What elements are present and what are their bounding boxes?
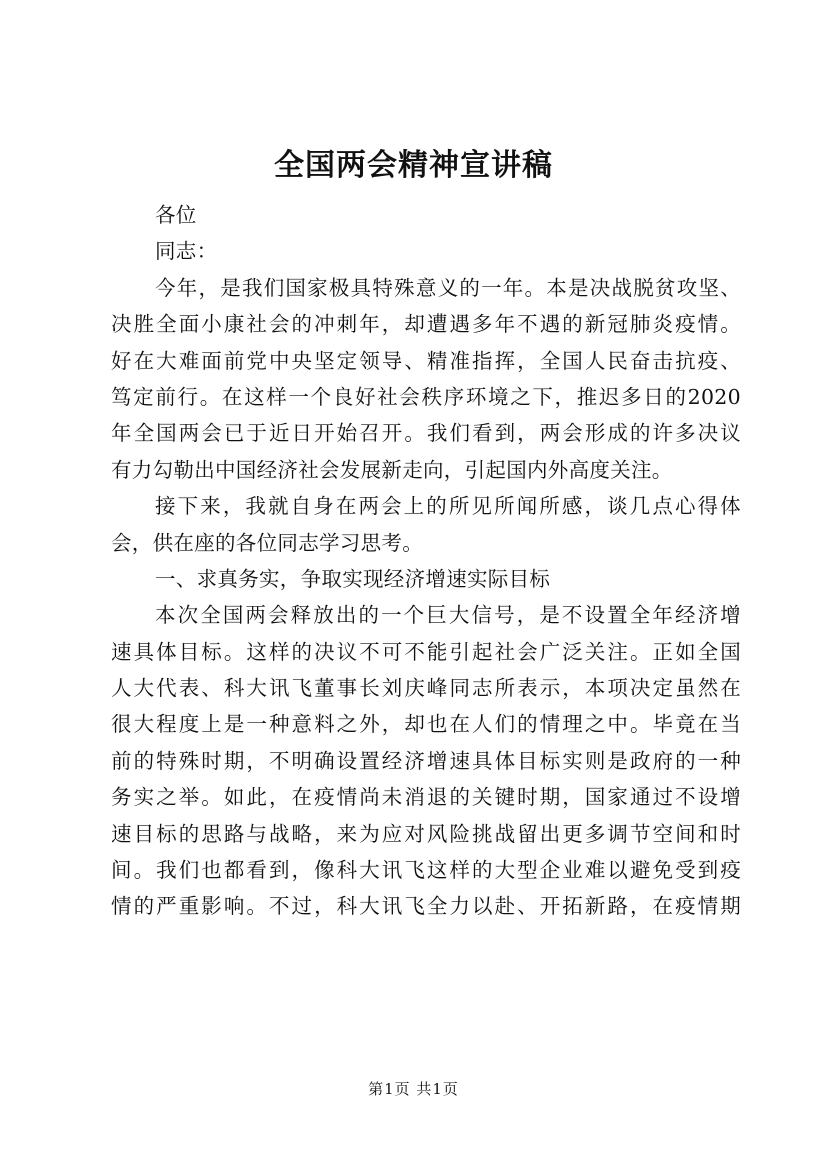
paragraph-line: 人大代表、科大讯飞董事长刘庆峰同志所表示，本项决定虽然在 — [111, 676, 741, 701]
page-footer: 第1页 共1页 — [368, 1080, 459, 1098]
paragraph-line: 情的严重影响。不过，科大讯飞全力以赴、开拓新路，在疫情期 — [111, 894, 741, 919]
paragraph-line: 有力勾勒出中国经济社会发展新走向，引起国内外高度关注。 — [111, 457, 673, 482]
salutation-line: 同志： — [155, 239, 218, 264]
paragraph-line: 会，供在座的各位同志学习思考。 — [111, 530, 423, 555]
paragraph-line: 年全国两会已于近日开始召开。我们看到，两会形成的许多决议 — [111, 421, 741, 446]
salutation-line: 各位 — [155, 203, 197, 227]
paragraph-line: 好在大难面前党中央坚定领导、精准指挥，全国人民奋击抗疫、 — [111, 348, 741, 373]
paragraph-line: 本次全国两会释放出的一个巨大信号，是不设置全年经济增 — [155, 603, 741, 628]
paragraph-line: 速具体目标。这样的决议不可不能引起社会广泛关注。正如全国 — [111, 639, 741, 664]
paragraph-line: 间。我们也都看到，像科大讯飞这样的大型企业难以避免受到疫 — [111, 858, 741, 883]
paragraph-line: 前的特殊时期，不明确设置经济增速具体目标实则是政府的一种 — [111, 748, 741, 773]
paragraph-line: 决胜全面小康社会的冲刺年，却遭遇多年不遇的新冠肺炎疫情。 — [111, 312, 741, 337]
document-title: 全国两会精神宣讲稿 — [274, 148, 553, 183]
document-body — [111, 197, 741, 925]
paragraph-line: 很大程度上是一种意料之外，却也在人们的情理之中。毕竟在当 — [111, 712, 741, 737]
paragraph-line: 务实之举。如此，在疫情尚未消退的关键时期，国家通过不设增 — [111, 785, 741, 810]
section-heading: 一、求真务实，争取实现经济增速实际目标 — [155, 566, 551, 591]
paragraph-line: 今年，是我们国家极具特殊意义的一年。本是决战脱贫攻坚、 — [155, 275, 741, 300]
paragraph-line: 速目标的思路与战略，来为应对风险挑战留出更多调节空间和时 — [111, 821, 741, 846]
paragraph-line: 接下来，我就自身在两会上的所见所闻所感，谈几点心得体 — [155, 494, 741, 519]
paragraph-line: 笃定前行。在这样一个良好社会秩序环境之下，推迟多日的2020 — [111, 384, 741, 409]
